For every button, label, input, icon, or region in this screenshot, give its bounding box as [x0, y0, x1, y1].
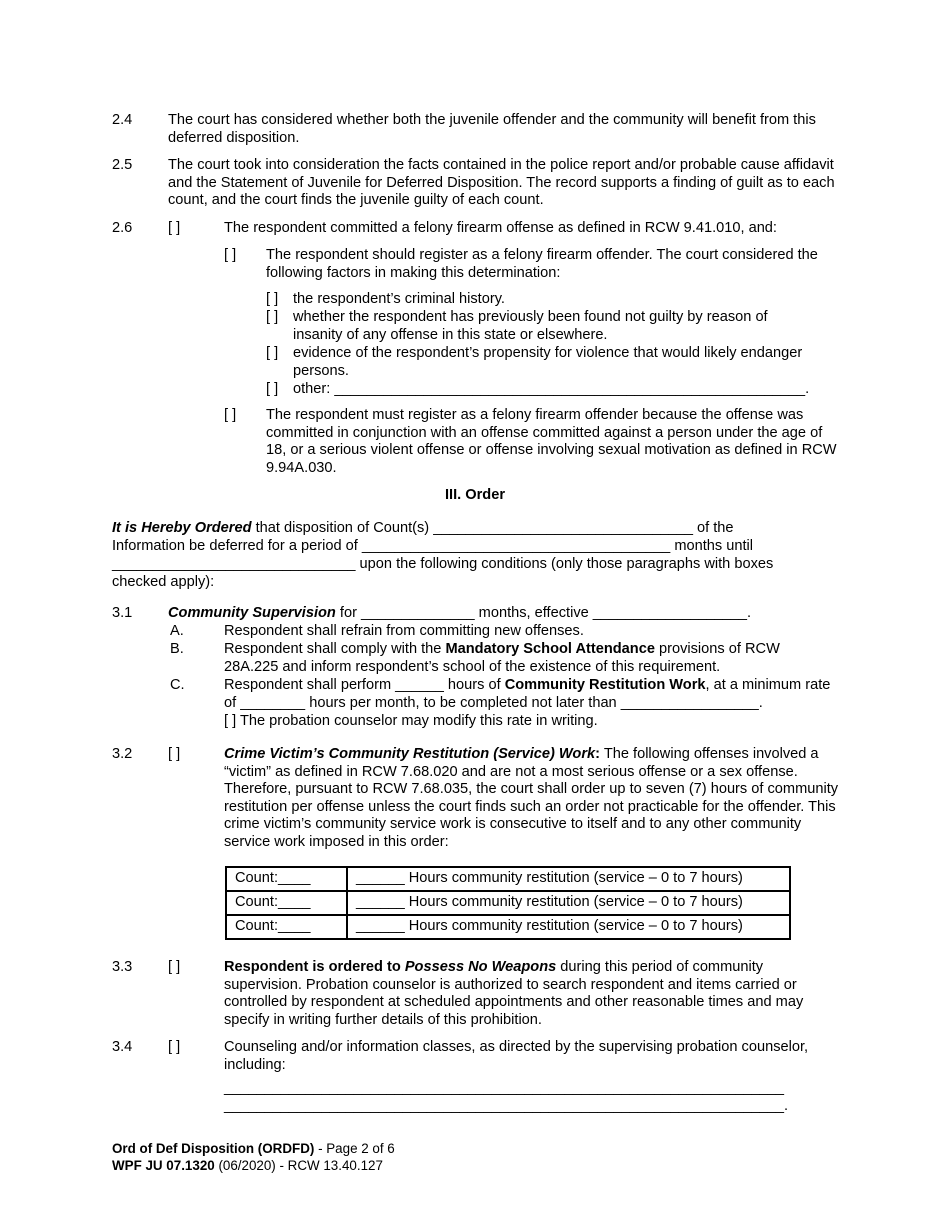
item-c-text[interactable]	[224, 677, 842, 712]
item-b-post: provisions of RCW 28A.225 and inform respondent’s school of the existence of this requirement.	[224, 641, 780, 675]
possess-no-weapons: Possess No Weapons	[404, 959, 557, 975]
factor-text: the respondent’s criminal history.	[293, 291, 505, 307]
factor-checkbox[interactable]: [ ]	[266, 345, 279, 361]
checkbox-3-2[interactable]: [ ]	[168, 746, 181, 762]
page-number: - Page 2 of 6	[314, 1141, 395, 1156]
section-2-6-text: The respondent committed a felony firearm offense as defined in RCW 9.41.010, and:	[224, 220, 777, 236]
checkbox-2-6-option-1[interactable]: [ ]	[224, 247, 237, 263]
section-number-2-4: 2.4	[112, 112, 133, 128]
factor-text: evidence of the respondent’s propensity for violence that would likely endanger persons.	[293, 345, 803, 379]
mandatory-school-attendance: Mandatory School Attendance	[445, 641, 655, 657]
order-intro-line-3[interactable]: ______________________________ upon the following conditions (only those paragraphs with boxes	[112, 556, 774, 572]
item-letter-c: C.	[170, 677, 185, 693]
section-number-3-4: 3.4	[112, 1039, 133, 1055]
item-c-post: , at a minimum rate of ________ hours per month, to be completed not later than _________________.	[224, 677, 831, 711]
order-intro-lead: It is Hereby Ordered	[112, 520, 252, 536]
factor-checkbox[interactable]: [ ]	[266, 309, 279, 325]
item-b-text	[224, 641, 824, 676]
section-2-5-text: The court took into consideration the facts contained in the police report and/or probable cause affidavit and the Statement of Juvenile for Deferred Disposition. The record supports a finding of guilt as to each count, and the court finds the juvenile guilty of each count.	[168, 157, 835, 209]
section-number-2-5: 2.5	[112, 157, 133, 173]
community-restitution-work: Community Restitution Work	[504, 677, 706, 693]
hours-cell[interactable]: ______ Hours community restitution (service – 0 to 7 hours)	[347, 915, 790, 939]
table-row	[226, 867, 790, 891]
crime-victim-title: Crime Victim’s Community Restitution (Service) Work	[224, 746, 596, 762]
checkbox-3-4[interactable]: [ ]	[168, 1039, 181, 1055]
section-3-2-text	[224, 746, 842, 852]
crime-victim-colon: :	[595, 746, 601, 762]
section-number-3-3: 3.3	[112, 959, 133, 975]
section-3-3-text	[224, 959, 842, 1029]
no-weapons-body: during this period of community supervision. Probation counselor is authorized to search respondent and items carried or controlled by respondent at scheduled appointments and other reasonable times and may specify in writing further details of this prohibition.	[224, 959, 804, 1028]
hours-cell[interactable]: ______ Hours community restitution (service – 0 to 7 hours)	[347, 891, 790, 915]
footer-line-1	[112, 1141, 395, 1157]
option-2-text: The respondent must register as a felony firearm offender because the offense was committed in conjunction with an offense committed against a person under the age of 18, or a serious violent offense or offense involving sexual motivation as defined in RCW 9.94A.030.	[266, 407, 837, 476]
rate-modify-note[interactable]: [ ] The probation counselor may modify this rate in writing.	[224, 713, 598, 729]
section-number-2-6: 2.6	[112, 220, 133, 236]
section-3-4-text: Counseling and/or information classes, as directed by the supervising probation counselor, including:	[224, 1039, 809, 1073]
counseling-line-1[interactable]: _____________________________________________________________________	[224, 1080, 785, 1096]
factor-text-other[interactable]: other: __________________________________________________________.	[293, 381, 810, 397]
count-cell[interactable]: Count:____	[226, 867, 347, 891]
section-number-3-2: 3.2	[112, 746, 133, 762]
section-number-3-1: 3.1	[112, 605, 133, 621]
count-cell[interactable]: Count:____	[226, 915, 347, 939]
form-title: Ord of Def Disposition (ORDFD)	[112, 1141, 315, 1156]
table-row	[226, 891, 790, 915]
community-supervision-terms[interactable]: for ______________ months, effective ___________________.	[335, 605, 752, 621]
form-code: WPF JU 07.1320	[112, 1158, 215, 1173]
form-revision: (06/2020) - RCW 13.40.127	[214, 1158, 383, 1173]
section-3-1-heading[interactable]	[168, 605, 751, 623]
restitution-table	[225, 866, 791, 940]
count-cell[interactable]: Count:____	[226, 891, 347, 915]
order-heading: III. Order	[444, 487, 505, 503]
factor-checkbox[interactable]: [ ]	[266, 381, 279, 397]
item-letter-a: A.	[170, 623, 184, 639]
hours-cell[interactable]: ______ Hours community restitution (service – 0 to 7 hours)	[347, 867, 790, 891]
table-row	[226, 915, 790, 939]
item-letter-b: B.	[170, 641, 184, 657]
item-a-text: Respondent shall refrain from committing new offenses.	[224, 623, 584, 639]
order-intro-line-2[interactable]: Information be deferred for a period of ______________________________________ months until	[112, 538, 754, 554]
item-b-pre: Respondent shall comply with the	[224, 641, 446, 657]
factor-text: whether the respondent has previously been found not guilty by reason of insanity of any offense in this state or elsewhere.	[293, 309, 768, 343]
counseling-line-2[interactable]: _____________________________________________________________________.	[224, 1098, 789, 1114]
no-weapons-lead: Respondent is ordered to	[224, 959, 405, 975]
order-intro-line-1	[112, 520, 734, 538]
order-intro-line-1-text[interactable]: that disposition of Count(s) ________________________________ of the	[251, 520, 734, 536]
footer-line-2	[112, 1158, 383, 1174]
checkbox-2-6[interactable]: [ ]	[168, 220, 181, 236]
crime-victim-body: The following offenses involved a “victim” as defined in RCW 7.68.020 and are not a most serious offense or a sex offense. Therefore, pursuant to RCW 7.68.035, the court shall order up to seven (7) hours of community restitution per offense unless the court finds such an order not practicable for the offender. This crime victim’s community service work is consecutive to itself and to any other community service work imposed in this order:	[224, 746, 839, 850]
section-2-4-text: The court has considered whether both the juvenile offender and the community will benefit from this deferred disposition.	[168, 112, 816, 146]
item-c-pre: Respondent shall perform ______ hours of	[224, 677, 505, 693]
checkbox-2-6-option-2[interactable]: [ ]	[224, 407, 237, 423]
community-supervision-title: Community Supervision	[168, 605, 336, 621]
order-intro-line-4: checked apply):	[112, 574, 215, 590]
checkbox-3-3[interactable]: [ ]	[168, 959, 181, 975]
option-1-text: The respondent should register as a felony firearm offender. The court considered the following factors in making this determination:	[266, 247, 818, 281]
factor-checkbox[interactable]: [ ]	[266, 291, 279, 307]
